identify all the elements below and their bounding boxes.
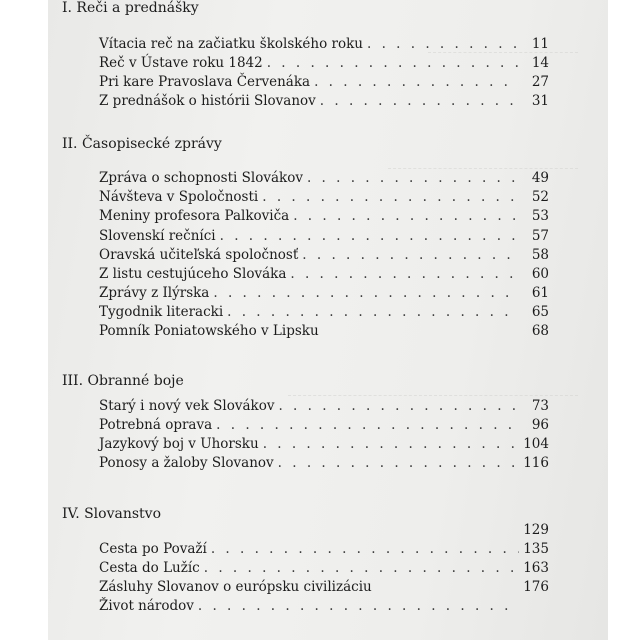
entry-title: Tygodnik literacki xyxy=(99,304,224,320)
entry-title: Cesta po Považí xyxy=(99,541,207,557)
entry-title: Slovenskí rečníci xyxy=(99,228,216,244)
toc-entry xyxy=(99,247,549,265)
toc-entry xyxy=(99,170,549,188)
entry-page: 31 xyxy=(531,93,549,109)
toc-entry xyxy=(99,208,549,226)
section-title: II. Časopisecké zprávy xyxy=(62,136,222,152)
toc-entry xyxy=(99,93,549,111)
toc-entry xyxy=(99,285,549,303)
entry-title: Starý i nový vek Slovákov xyxy=(99,398,275,414)
entry-page: 163 xyxy=(523,560,549,576)
leader-dots xyxy=(198,598,519,614)
leader-dots xyxy=(262,189,519,205)
entry-title: Zpráva o schopnosti Slovákov xyxy=(99,170,303,186)
leader-dots xyxy=(211,541,519,557)
leader-dots xyxy=(278,398,519,414)
entry-title: Pri kare Pravoslava Červenáka xyxy=(99,74,311,90)
entry-title: Z prednášok o histórii Slovanov xyxy=(99,93,316,109)
entry-title: Z listu cestujúceho Slováka xyxy=(99,266,287,282)
toc-entry xyxy=(99,189,549,207)
entry-page: 11 xyxy=(531,36,549,52)
entry-page: 129 xyxy=(523,522,549,538)
leader-dots xyxy=(278,455,519,471)
leader-dots xyxy=(320,93,519,109)
entry-title: Pomník Poniatowského v Lipsku xyxy=(99,323,319,339)
entry-page: 57 xyxy=(531,228,549,244)
leader-dots xyxy=(220,228,519,244)
leader-dots xyxy=(204,560,519,576)
entry-page: 104 xyxy=(523,436,549,452)
leader-dots xyxy=(290,266,519,282)
leader-dots xyxy=(263,436,519,452)
entry-title: Meniny profesora Palkoviča xyxy=(99,208,290,224)
entry-title: Návšteva v Spoločnosti xyxy=(99,189,259,205)
entry-page: 65 xyxy=(531,304,549,320)
entry-page: 60 xyxy=(531,266,549,282)
toc-entry xyxy=(99,541,549,559)
toc-entry xyxy=(99,323,549,341)
entry-title: Život národov xyxy=(99,598,194,614)
leader-dots xyxy=(216,417,519,433)
entry-title: Reč v Ústave roku 1842 xyxy=(99,55,263,71)
entry-title: Potrebná oprava xyxy=(99,417,213,433)
entry-page: 176 xyxy=(523,579,549,595)
entry-title: Cesta do Lužíc xyxy=(99,560,200,576)
entry-page: 96 xyxy=(531,417,549,433)
entry-title: Vítacia reč na začiatku školského roku xyxy=(99,36,363,52)
leader-dots xyxy=(314,74,519,90)
entry-page: 53 xyxy=(531,208,549,224)
section-title: IV. Slovanstvo xyxy=(62,506,162,522)
toc-entry xyxy=(99,455,549,473)
toc-entry xyxy=(99,522,549,540)
leader-dots xyxy=(267,55,519,71)
toc-entry xyxy=(99,228,549,246)
entry-page: 68 xyxy=(531,323,549,339)
entry-page: 14 xyxy=(531,55,549,71)
leader-dots xyxy=(213,285,519,301)
entry-page: 52 xyxy=(531,189,549,205)
toc-entry xyxy=(99,304,549,322)
toc-entry xyxy=(99,598,549,616)
leader-dots xyxy=(307,170,519,186)
section-title: III. Obranné boje xyxy=(62,373,184,389)
entry-page: 135 xyxy=(523,541,549,557)
section-title: I. Reči a prednášky xyxy=(62,0,199,16)
leader-dots xyxy=(367,36,519,52)
entry-page: 116 xyxy=(523,455,549,471)
toc-entry xyxy=(99,560,549,578)
entry-title: Ponosy a žaloby Slovanov xyxy=(99,455,274,471)
leader-dots xyxy=(302,247,519,263)
entry-page: 61 xyxy=(531,285,549,301)
toc-entry xyxy=(99,398,549,416)
entry-page: 27 xyxy=(531,74,549,90)
entry-title: Oravská učiteľská spoločnosť xyxy=(99,247,299,263)
toc-entry xyxy=(99,36,549,54)
entry-page: 58 xyxy=(531,247,549,263)
toc-entry xyxy=(99,579,549,597)
toc-entry xyxy=(99,55,549,73)
entry-page: 73 xyxy=(531,398,549,414)
entry-title: Zprávy z Ilýrska xyxy=(99,285,210,301)
leader-dots xyxy=(293,208,519,224)
entry-title: Jazykový boj v Uhorsku xyxy=(99,436,259,452)
toc-entry xyxy=(99,417,549,435)
toc-entry xyxy=(99,436,549,454)
toc-entry xyxy=(99,74,549,92)
toc-entry xyxy=(99,266,549,284)
entry-page: 49 xyxy=(531,170,549,186)
entry-title: Zásluhy Slovanov o európsku civilizáciu xyxy=(99,579,372,595)
leader-dots xyxy=(227,304,519,320)
